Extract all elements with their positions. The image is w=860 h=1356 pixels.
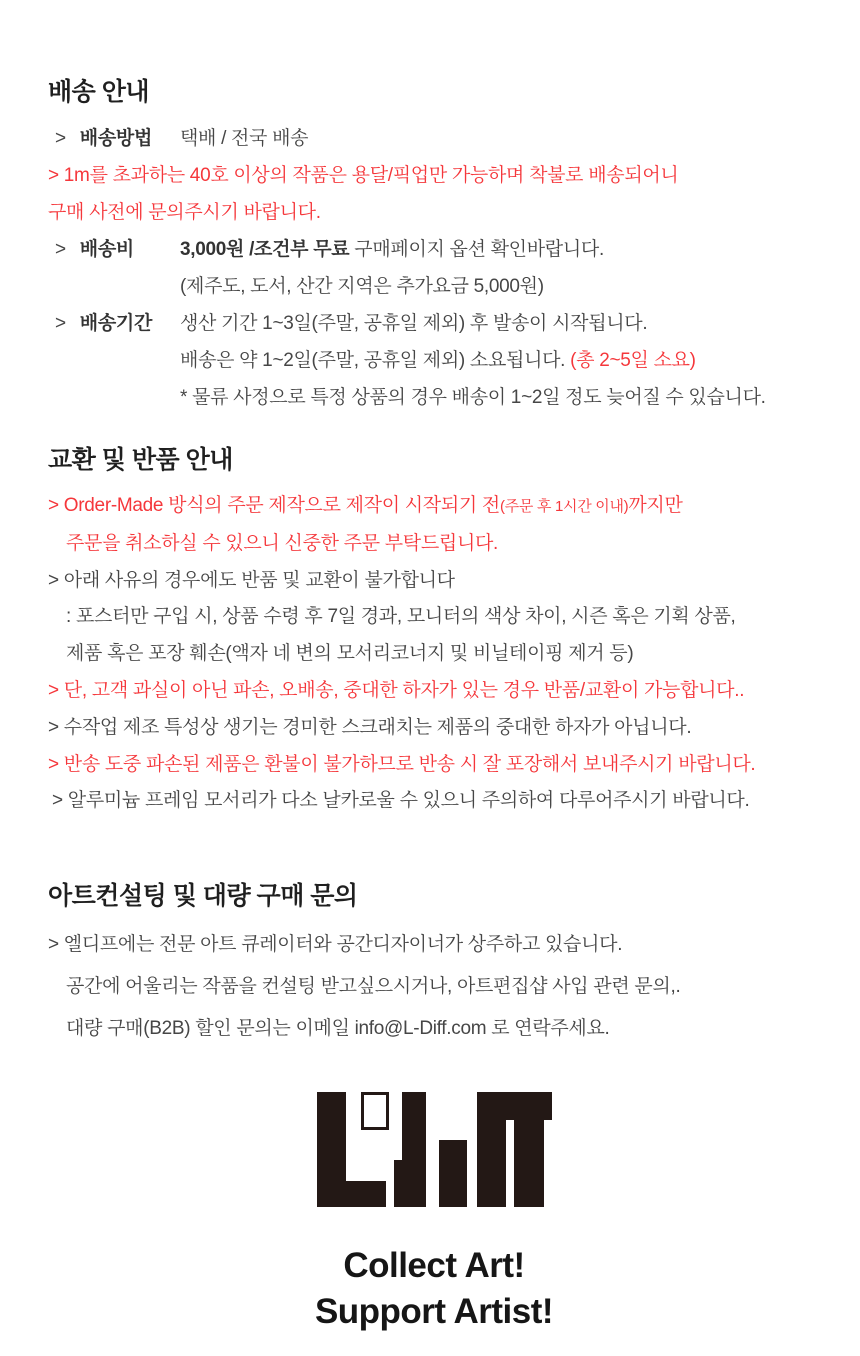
shipping-fee-line-1: 3,000원 /조건부 무료 구매페이지 옵션 확인바랍니다. (180, 239, 604, 260)
exchange-line-9: > 알루미늄 프레임 모서리가 다소 날카로울 수 있으니 주의하여 다루어주시기 바랍니다. (52, 790, 750, 812)
exchange-line-6: > 단, 고객 과실이 아닌 파손, 오배송, 중대한 하자가 있는 경우 반품/교환이 가능합니다.. (48, 679, 745, 701)
bullet-marker: > (55, 313, 66, 334)
exchange-line-4: : 포스터만 구입 시, 상품 수령 후 7일 경과, 모니터의 색상 차이, 시즌 혹은 기획 상품, (66, 606, 736, 628)
consulting-section (48, 880, 820, 1050)
consulting-line-3: 대량 구매(B2B) 할인 문의는 이메일 info@L-Diff.com 로 연락주세요. (66, 1018, 610, 1040)
shipping-period-line-1: 생산 기간 1~3일(주말, 공휴일 제외) 후 발송이 시작됩니다. (180, 313, 648, 334)
bullet-marker: > (55, 239, 66, 260)
slogan-line-2: Support Artist! (314, 1292, 554, 1332)
shipping-fee-line-2: (제주도, 도서, 산간 지역은 추가요금 5,000원) (180, 276, 544, 297)
exchange-line-3: > 아래 사유의 경우에도 반품 및 교환이 불가합니다 (48, 569, 455, 591)
exchange-section (48, 444, 820, 820)
oversize-notice-line-2: 구매 사전에 문의주시기 바랍니다. (48, 202, 321, 223)
shipping-period-line-2: 배송은 약 1~2일(주말, 공휴일 제외) 소요됩니다. (총 2~5일 소요) (180, 350, 696, 371)
shipping-method-label: > 배송방법 (55, 128, 153, 149)
consulting-line-2: 공간에 어울리는 작품을 컨설팅 받고싶으시거나, 아트편집샵 사입 관련 문의,. (66, 976, 681, 998)
shipping-method-row (48, 120, 820, 157)
exchange-line-1: > Order-Made 방식의 주문 제작으로 제작이 시작되기 전(주문 후 1시간 이내)까지만 (48, 495, 683, 516)
consulting-line-1: > 엘디프에는 전문 아트 큐레이터와 공간디자이너가 상주하고 있습니다. (48, 934, 623, 956)
consulting-section-title: 아트컨설팅 및 대량 구매 문의 (48, 882, 358, 911)
logo-stepped-bar (394, 1092, 426, 1207)
oversize-notice-line-1: > 1m를 초과하는 40호 이상의 작품은 용달/픽업만 가능하며 착불로 배송되어니 (48, 165, 679, 186)
shipping-section (48, 76, 820, 416)
shipping-period-line-3: * 물류 사정으로 특정 상품의 경우 배송이 1~2일 정도 늦어질 수 있습니다. (180, 387, 766, 408)
exchange-line-7: > 수작업 제조 특성상 생기는 경미한 스크래치는 제품의 중대한 하자가 아닙니다. (48, 716, 692, 738)
shipping-fee-row (48, 231, 820, 305)
exchange-line-5: 제품 혹은 포장 훼손(액자 네 변의 모서리코너지 및 비닐테이핑 제거 등) (66, 643, 634, 665)
footer (48, 1092, 820, 1335)
shipping-fee-label: > 배송비 (55, 239, 134, 260)
exchange-line-8: > 반송 도중 파손된 제품은 환불이 불가하므로 반송 시 잘 포장해서 보내주시기 바랍니다. (48, 753, 756, 775)
logo-apostrophe-rect (362, 1094, 387, 1129)
shipping-period-row (48, 305, 820, 416)
shipping-fee-value (180, 231, 820, 305)
shipping-section-title: 배송 안내 (48, 78, 150, 106)
bullet-marker: > (55, 128, 66, 149)
exchange-line-2: 주문을 취소하실 수 있으니 신중한 주문 부탁드립니다. (66, 532, 499, 554)
ldiff-logo (317, 1092, 552, 1208)
exchange-section-title: 교환 및 반품 안내 (48, 446, 233, 474)
logo-pi-shape (477, 1092, 552, 1207)
slogan-line-1: Collect Art! (343, 1246, 525, 1286)
shipping-period-label: > 배송기간 (55, 313, 153, 334)
logo-short-bar (439, 1140, 467, 1207)
slogan (48, 1243, 820, 1335)
shipping-period-value (180, 305, 820, 416)
shipping-method-value: 택배 / 전국 배송 (180, 128, 309, 149)
